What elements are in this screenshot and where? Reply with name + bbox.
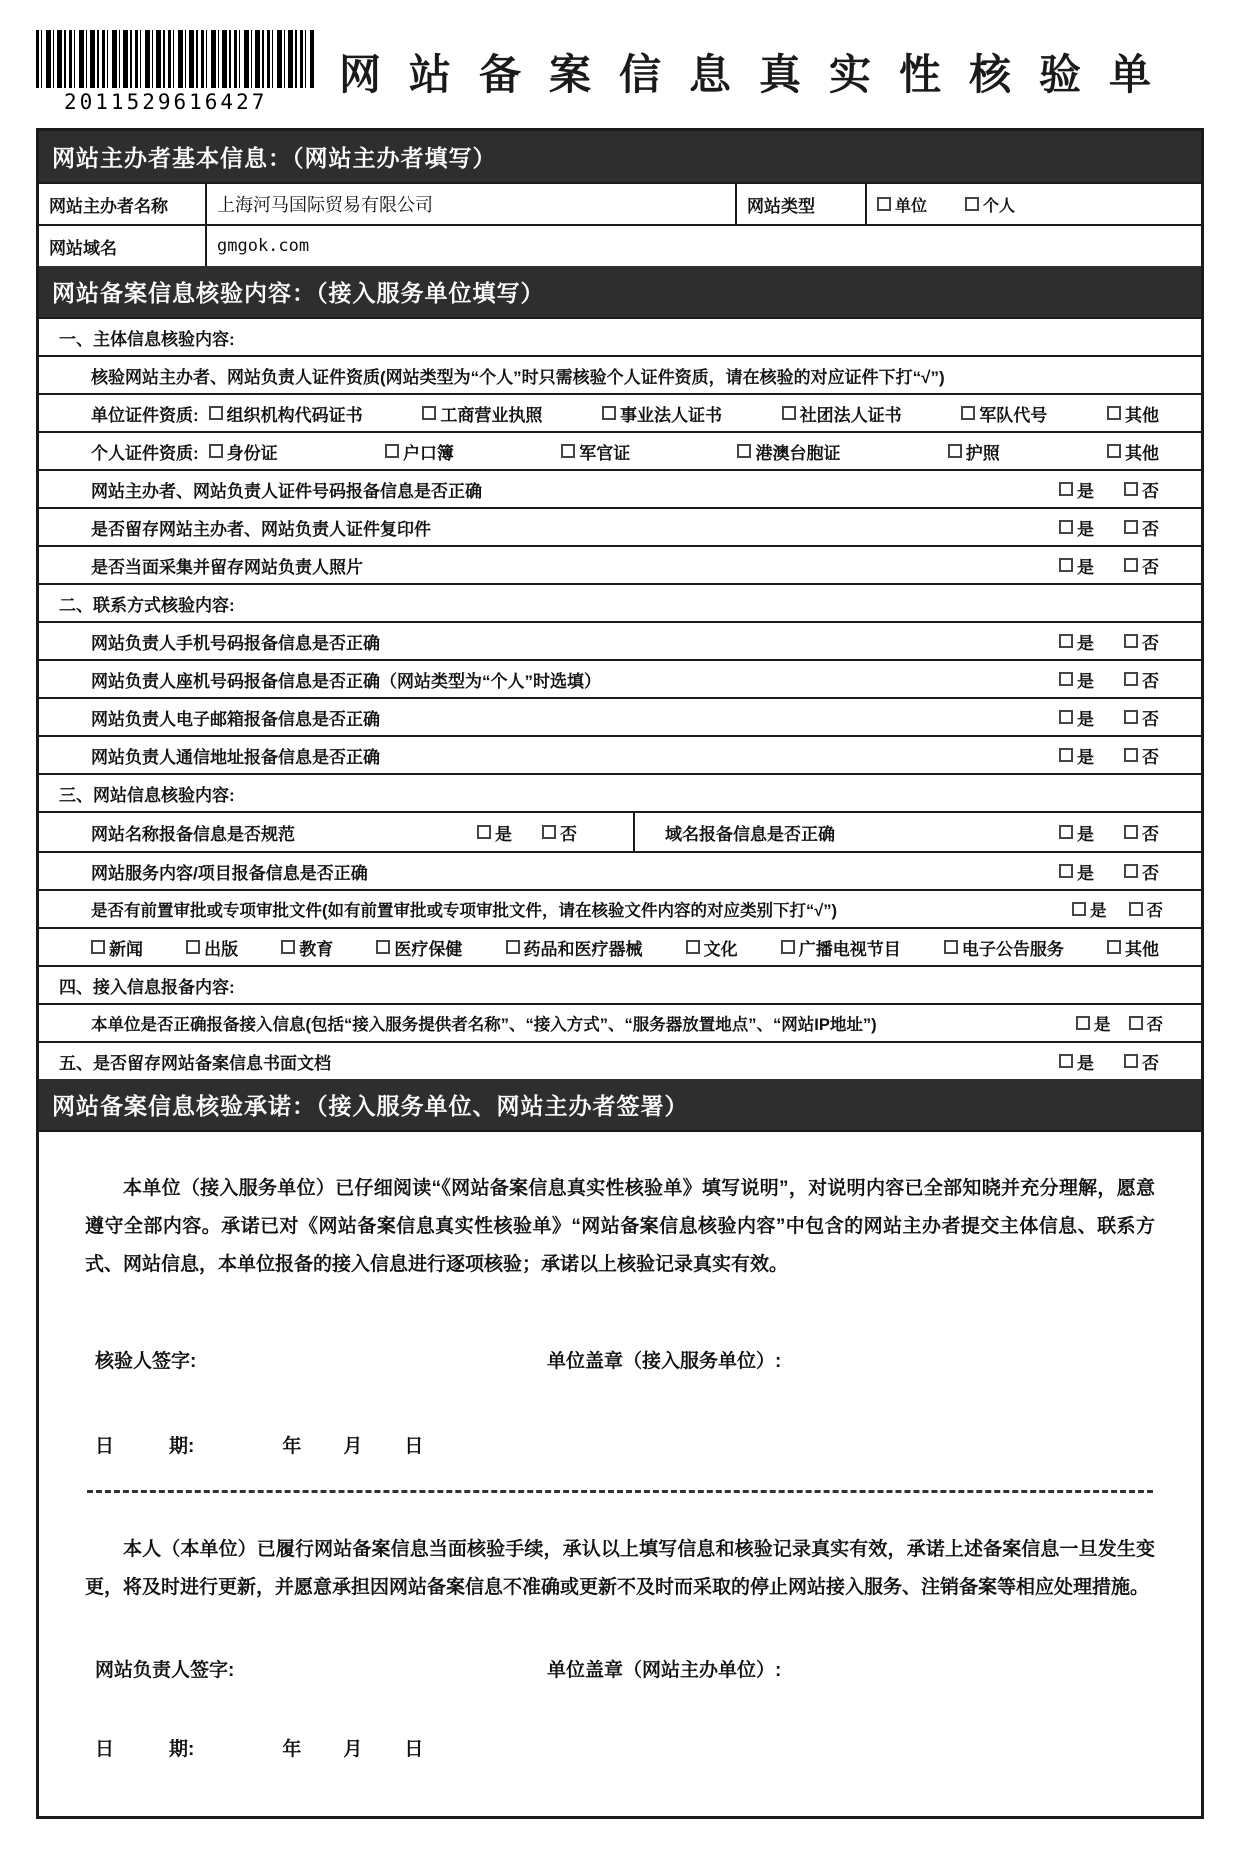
section-header-promise: 网站备案信息核验承诺：（接入服务单位、网站主办者签署） bbox=[39, 1079, 1201, 1130]
org-credential-label: 单位证件资质: bbox=[91, 405, 199, 425]
approval-category-option: 广播电视节目 bbox=[781, 935, 901, 960]
approval-category-option: 电子公告服务 bbox=[944, 935, 1064, 960]
page-title: 网站备案信息真实性核验单 bbox=[338, 51, 1179, 98]
site-type-options bbox=[865, 184, 1201, 224]
site-name-domain-row bbox=[39, 811, 1201, 851]
cert-copies-row bbox=[39, 507, 1201, 545]
checkbox-icon[interactable] bbox=[506, 940, 520, 954]
organizer-promise-text: 本人（本单位）已履行网站备案信息当面核验手续，承认以上填写信息和核验记录真实有效，承诺上述备案信息一旦发生变更，将及时进行更新，并愿意承担因网站备案信息不准确或更新不及时而采取的停止网站接入服务、注销备案等相应处理措施。 bbox=[85, 1539, 1155, 1598]
no-option: 否 bbox=[1124, 667, 1159, 692]
part2-title-row bbox=[39, 583, 1201, 621]
question-text: 是否留存网站主办者、网站负责人证件复印件 bbox=[91, 519, 431, 539]
yes-no-group bbox=[1072, 897, 1163, 921]
checkbox-icon[interactable] bbox=[209, 406, 223, 420]
approval-category-option: 其他 bbox=[1107, 935, 1159, 960]
email-row bbox=[39, 697, 1201, 735]
org-credential-options bbox=[209, 401, 1159, 426]
yes-checkbox[interactable] bbox=[1059, 748, 1073, 762]
no-checkbox[interactable] bbox=[1129, 902, 1143, 916]
yes-no-group bbox=[477, 820, 577, 845]
postal-row bbox=[39, 735, 1201, 773]
approval-category-options bbox=[91, 935, 1159, 960]
credential-option: 军官证 bbox=[561, 439, 630, 464]
checkbox-icon[interactable] bbox=[1107, 406, 1121, 420]
no-checkbox[interactable] bbox=[1124, 1054, 1138, 1068]
organizer-seal-label: 单位盖章（网站主办单位）: bbox=[547, 1660, 782, 1681]
verifier-sign-label: 核验人签字: bbox=[95, 1351, 197, 1372]
checkbox-icon[interactable] bbox=[209, 444, 223, 458]
part5-title-row bbox=[39, 1041, 1201, 1079]
checkbox-icon[interactable] bbox=[961, 406, 975, 420]
responsible-sign-row bbox=[85, 1655, 1155, 1682]
date-word2: 期: bbox=[169, 1436, 195, 1457]
yes-option: 是 bbox=[1059, 820, 1094, 845]
org-credential-row bbox=[39, 393, 1201, 431]
part4-title-row bbox=[39, 965, 1201, 1003]
yes-no-group bbox=[1059, 515, 1159, 540]
no-checkbox[interactable] bbox=[1124, 710, 1138, 724]
question-text: 域名报备信息是否正确 bbox=[665, 824, 835, 844]
site-type-option: 单位 bbox=[877, 193, 927, 216]
checkbox-icon[interactable] bbox=[422, 406, 436, 420]
personal-credential-options bbox=[209, 439, 1159, 464]
organizer-name-value: 上海河马国际贸易有限公司 bbox=[205, 184, 735, 224]
date-day: 日 bbox=[404, 1436, 424, 1457]
yes-checkbox[interactable] bbox=[1059, 558, 1073, 572]
domain-label: 网站域名 bbox=[49, 238, 117, 258]
yes-option: 是 bbox=[1059, 553, 1094, 578]
question-text: 是否有前置审批或专项审批文件(如有前置审批或专项审批文件，请在核验文件内容的对应类别下打“√”) bbox=[91, 902, 838, 920]
question-text: 网站服务内容/项目报备信息是否正确 bbox=[91, 863, 368, 883]
cert-number-row bbox=[39, 469, 1201, 507]
credential-option: 户口簿 bbox=[385, 439, 454, 464]
access-info-row bbox=[39, 1003, 1201, 1041]
yes-no-group bbox=[1059, 667, 1159, 692]
checkbox-icon[interactable] bbox=[948, 444, 962, 458]
date-month: 月 bbox=[343, 1739, 363, 1760]
checkbox-icon[interactable] bbox=[561, 444, 575, 458]
checkbox-icon[interactable] bbox=[91, 940, 105, 954]
no-checkbox[interactable] bbox=[1124, 864, 1138, 878]
dashed-divider bbox=[87, 1490, 1153, 1493]
question-text: 网站负责人电子邮箱报备信息是否正确 bbox=[91, 709, 380, 729]
question-text: 网站名称报备信息是否规范 bbox=[91, 824, 295, 844]
personal-credential-row bbox=[39, 431, 1201, 469]
credential-option: 其他 bbox=[1107, 439, 1159, 464]
part2-title: 二、联系方式核验内容: bbox=[59, 595, 235, 615]
section-header-verify: 网站备案信息核验内容：（接入服务单位填写） bbox=[39, 266, 1201, 317]
credential-note-row bbox=[39, 355, 1201, 393]
part5-title: 五、是否留存网站备案信息书面文档 bbox=[59, 1053, 331, 1073]
yes-option: 是 bbox=[1072, 897, 1107, 921]
service-content-row bbox=[39, 851, 1201, 889]
credential-option: 工商营业执照 bbox=[422, 401, 542, 426]
personal-credential-label: 个人证件资质: bbox=[91, 443, 199, 463]
yes-no-group bbox=[1059, 477, 1159, 502]
checkbox-icon[interactable] bbox=[602, 406, 616, 420]
no-option: 否 bbox=[542, 820, 577, 845]
no-checkbox[interactable] bbox=[1124, 672, 1138, 686]
no-checkbox[interactable] bbox=[1124, 482, 1138, 496]
barcode bbox=[36, 30, 314, 114]
yes-no-group bbox=[1059, 1049, 1159, 1074]
yes-no-group bbox=[1059, 705, 1159, 730]
approval-category-option: 医疗保健 bbox=[376, 935, 462, 960]
part1-title: 一、主体信息核验内容: bbox=[59, 329, 235, 349]
yes-option: 是 bbox=[1059, 1049, 1094, 1074]
yes-no-group bbox=[1076, 1011, 1163, 1035]
date-word2: 期: bbox=[169, 1739, 195, 1760]
barcode-icon bbox=[36, 30, 314, 88]
approval-category-option: 教育 bbox=[281, 935, 333, 960]
verifier-sign-row bbox=[85, 1346, 1155, 1373]
photo-row bbox=[39, 545, 1201, 583]
landline-row bbox=[39, 659, 1201, 697]
checkbox-icon[interactable] bbox=[376, 940, 390, 954]
question-text: 网站负责人座机号码报备信息是否正确（网站类型为“个人”时选填） bbox=[91, 671, 601, 691]
yes-option: 是 bbox=[1059, 859, 1094, 884]
yes-checkbox[interactable] bbox=[1059, 672, 1073, 686]
organizer-name-label: 网站主办者名称 bbox=[49, 196, 168, 216]
promise-section bbox=[39, 1130, 1201, 1816]
credential-option: 事业法人证书 bbox=[602, 401, 722, 426]
yes-no-group bbox=[1059, 859, 1159, 884]
no-checkbox[interactable] bbox=[1124, 520, 1138, 534]
checkbox-icon[interactable] bbox=[1107, 444, 1121, 458]
yes-option: 是 bbox=[1059, 705, 1094, 730]
mobile-row bbox=[39, 621, 1201, 659]
checkbox-icon[interactable] bbox=[1107, 940, 1121, 954]
organizer-name-row bbox=[39, 182, 1201, 224]
no-checkbox[interactable] bbox=[1124, 825, 1138, 839]
yes-checkbox[interactable] bbox=[1059, 482, 1073, 496]
yes-no-group bbox=[1059, 629, 1159, 654]
no-checkbox[interactable] bbox=[1124, 748, 1138, 762]
part3-title-row bbox=[39, 773, 1201, 811]
yes-no-group bbox=[1059, 743, 1159, 768]
no-option: 否 bbox=[1124, 553, 1159, 578]
checkbox-icon[interactable] bbox=[944, 940, 958, 954]
yes-option: 是 bbox=[1059, 667, 1094, 692]
date-word: 日 bbox=[95, 1436, 115, 1457]
date-row-1 bbox=[85, 1431, 1155, 1458]
site-name-cell bbox=[39, 813, 635, 851]
domain-row bbox=[39, 224, 1201, 266]
yes-checkbox[interactable] bbox=[1059, 710, 1073, 724]
date-month: 月 bbox=[343, 1436, 363, 1457]
responsible-sign-label: 网站负责人签字: bbox=[95, 1660, 235, 1681]
yes-no-group bbox=[1059, 553, 1159, 578]
date-day: 日 bbox=[404, 1739, 424, 1760]
question-text: 本单位是否正确报备接入信息(包括“接入服务提供者名称”、“接入方式”、“服务器放置地点”、“网站IP地址”) bbox=[91, 1016, 877, 1034]
access-unit-seal-label: 单位盖章（接入服务单位）: bbox=[547, 1351, 782, 1372]
yes-option: 是 bbox=[1059, 515, 1094, 540]
credential-option: 组织机构代码证书 bbox=[209, 401, 363, 426]
no-option: 否 bbox=[1124, 859, 1159, 884]
approval-category-option: 文化 bbox=[686, 935, 738, 960]
credential-option: 护照 bbox=[948, 439, 1000, 464]
yes-checkbox[interactable] bbox=[477, 825, 491, 839]
approval-category-option: 新闻 bbox=[91, 935, 143, 960]
credential-option: 港澳台胞证 bbox=[737, 439, 840, 464]
no-checkbox[interactable] bbox=[542, 825, 556, 839]
part3-title: 三、网站信息核验内容: bbox=[59, 785, 235, 805]
date-word: 日 bbox=[95, 1739, 115, 1760]
yes-no-group bbox=[1059, 820, 1159, 845]
yes-checkbox[interactable] bbox=[1076, 1016, 1090, 1030]
no-option: 否 bbox=[1124, 820, 1159, 845]
yes-option: 是 bbox=[1059, 477, 1094, 502]
credential-option: 军队代号 bbox=[961, 401, 1047, 426]
no-option: 否 bbox=[1129, 897, 1164, 921]
yes-option: 是 bbox=[1076, 1011, 1111, 1035]
yes-checkbox[interactable] bbox=[1059, 520, 1073, 534]
no-option: 否 bbox=[1124, 705, 1159, 730]
checkbox-icon[interactable] bbox=[385, 444, 399, 458]
checkbox-icon[interactable] bbox=[186, 940, 200, 954]
form-table bbox=[36, 128, 1204, 1819]
credential-option: 社团法人证书 bbox=[782, 401, 902, 426]
yes-option: 是 bbox=[477, 820, 512, 845]
no-option: 否 bbox=[1129, 1011, 1164, 1035]
credential-option: 身份证 bbox=[209, 439, 278, 464]
yes-checkbox[interactable] bbox=[1059, 1054, 1073, 1068]
part1-title-row bbox=[39, 317, 1201, 355]
yes-option: 是 bbox=[1059, 629, 1094, 654]
domain-value: gmgok.com bbox=[205, 226, 1201, 266]
question-text: 网站主办者、网站负责人证件号码报备信息是否正确 bbox=[91, 481, 482, 501]
no-option: 否 bbox=[1124, 515, 1159, 540]
form-header bbox=[36, 30, 1204, 114]
checkbox-icon[interactable] bbox=[965, 197, 979, 211]
no-option: 否 bbox=[1124, 743, 1159, 768]
approval-category-option: 出版 bbox=[186, 935, 238, 960]
no-checkbox[interactable] bbox=[1129, 1016, 1143, 1030]
no-checkbox[interactable] bbox=[1124, 558, 1138, 572]
date-year: 年 bbox=[282, 1739, 302, 1760]
checkbox-icon[interactable] bbox=[877, 197, 891, 211]
no-option: 否 bbox=[1124, 477, 1159, 502]
approval-category-option: 药品和医疗器械 bbox=[506, 935, 643, 960]
checkbox-icon[interactable] bbox=[686, 940, 700, 954]
site-type-option: 个人 bbox=[965, 193, 1015, 216]
approval-categories-row bbox=[39, 927, 1201, 965]
credential-note: 核验网站主办者、网站负责人证件资质(网站类型为“个人”时只需核验个人证件资质，请在核验的对应证件下打“√”) bbox=[91, 367, 945, 387]
checkbox-icon[interactable] bbox=[782, 406, 796, 420]
barcode-number: 2011529616427 bbox=[64, 90, 268, 114]
yes-checkbox[interactable] bbox=[1072, 902, 1086, 916]
date-year: 年 bbox=[282, 1436, 302, 1457]
question-text: 网站负责人通信地址报备信息是否正确 bbox=[91, 747, 380, 767]
yes-option: 是 bbox=[1059, 743, 1094, 768]
credential-option: 其他 bbox=[1107, 401, 1159, 426]
date-row-2 bbox=[85, 1734, 1155, 1761]
yes-checkbox[interactable] bbox=[1059, 825, 1073, 839]
access-unit-promise-text: 本单位（接入服务单位）已仔细阅读“《网站备案信息真实性核验单》填写说明”，对说明内容已全部知晓并充分理解，愿意遵守全部内容。承诺已对《网站备案信息真实性核验单》“网站备案信息核验内容”中包含的网站主办者提交主体信息、联系方式、网站信息，本单位报备的接入信息进行逐项核验；承诺以上核验记录真实有效。 bbox=[85, 1178, 1155, 1275]
checkbox-icon[interactable] bbox=[737, 444, 751, 458]
no-checkbox[interactable] bbox=[1124, 634, 1138, 648]
site-type-label: 网站类型 bbox=[735, 184, 865, 224]
part4-title: 四、接入信息报备内容: bbox=[59, 977, 235, 997]
pre-approval-row bbox=[39, 889, 1201, 927]
no-option: 否 bbox=[1124, 629, 1159, 654]
yes-checkbox[interactable] bbox=[1059, 634, 1073, 648]
question-text: 网站负责人手机号码报备信息是否正确 bbox=[91, 633, 380, 653]
question-text: 是否当面采集并留存网站负责人照片 bbox=[91, 557, 363, 577]
no-option: 否 bbox=[1124, 1049, 1159, 1074]
section-header-basic-info: 网站主办者基本信息：（网站主办者填写） bbox=[39, 131, 1201, 182]
checkbox-icon[interactable] bbox=[281, 940, 295, 954]
domain-correct-cell bbox=[635, 813, 1201, 851]
checkbox-icon[interactable] bbox=[781, 940, 795, 954]
yes-checkbox[interactable] bbox=[1059, 864, 1073, 878]
